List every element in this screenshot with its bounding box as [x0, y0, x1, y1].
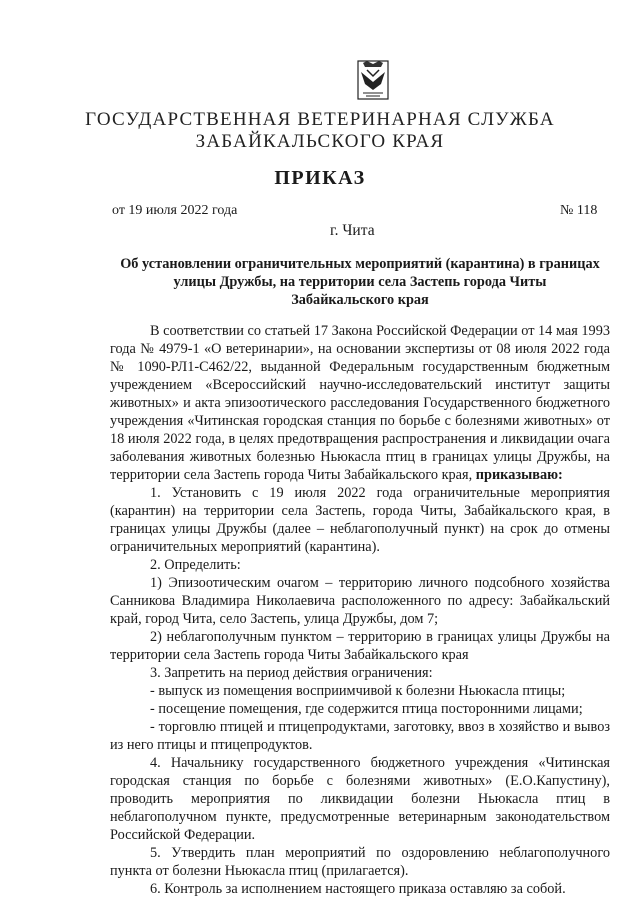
order-item-4: 4. Начальнику государственного бюджетного учреждения «Читинская городская станция по борьбе с болезнями животных» (Е.О.Капустину), проводить мероприятия по ликвидации болезни Ньюкасла птиц в неблагополучном пункте, предусмотренные ветеринарным законодательством Российской Федерации.: [110, 755, 610, 843]
order-item-1: 1. Установить с 19 июля 2022 года ограничительные мероприятия (карантин) на территории села Застепь, города Читы, Забайкальского края, в границах улицы Дружбы (далее – неблагополучный пункт) на срок до отмены ограничительных мероприятий (карантина).: [110, 485, 610, 555]
order-item-2: 2. Определить:: [150, 557, 241, 573]
order-title-line: Об установлении ограничительных мероприятий (карантина) в границах: [120, 256, 600, 272]
preamble-text: В соответствии со статьей 17 Закона Российской Федерации от 14 мая 1993 года № 4979-1 «О ветеринарии», на основании экспертизы от 08 июля 2022 года № 1090-РЛ1-С462/22, выданной Федеральным государственным бюджетным учреждением «Всероссийский научно-исследовательский институт защиты животных» и акта эпизоотического расследования Государственного бюджетного учреждения «Читинская городская станция по борьбе с болезнями животных» от 18 июля 2022 года, в целях предотвращения распространения и ликвидации очага заболевания животных болезнью Ньюкасла птиц в границах улицы Дружбы, на территории села Застепь города Читы Забайкальского края,: [110, 323, 610, 483]
city-name: г. Чита: [330, 222, 375, 239]
order-number: № 118: [560, 203, 598, 218]
order-item-2-2: 2) неблагополучным пунктом – территорию в границах улицы Дружбы на территории села Застепь города Читы Забайкальского края: [110, 629, 610, 663]
document-type-heading: ПРИКАЗ: [274, 167, 366, 189]
order-date: от 19 июля 2022 года: [112, 203, 238, 218]
organization-name-line2: ЗАБАЙКАЛЬСКОГО КРАЯ: [195, 131, 445, 152]
organization-name-line1: ГОСУДАРСТВЕННАЯ ВЕТЕРИНАРНАЯ СЛУЖБА: [85, 109, 555, 130]
order-title-line: улицы Дружбы, на территории села Застепь города Читы: [173, 274, 547, 290]
order-item-2-1: 1) Эпизоотическим очагом – территорию личного подсобного хозяйства Санникова Владимира Николаевича расположенного по адресу: Забайкальский край, город Чита, село Застепь, улица Дружбы, дом 7;: [110, 575, 610, 627]
preamble-paragraph: [110, 322, 610, 484]
order-body: [110, 322, 610, 898]
order-item-3: 3. Запретить на период действия ограничения:: [150, 665, 433, 681]
coat-of-arms-emblem-icon: [357, 60, 389, 100]
order-item-6: 6. Контроль за исполнением настоящего приказа оставляю за собой.: [150, 881, 566, 897]
order-item-3-2: - посещение помещения, где содержится птица посторонними лицами;: [150, 701, 583, 717]
order-item-3-1: - выпуск из помещения восприимчивой к болезни Ньюкасла птицы;: [150, 683, 566, 699]
order-item-3-3: - торговлю птицей и птицепродуктами, заготовку, ввоз в хозяйство и вывоз из него птицы и птицепродуктов.: [110, 719, 610, 753]
order-title-line: Забайкальского края: [291, 292, 429, 308]
orders-word: приказываю:: [475, 467, 563, 483]
order-item-5: 5. Утвердить план мероприятий по оздоровлению неблагополучного пункта от болезни Ньюкасла птиц (прилагается).: [110, 845, 610, 879]
order-title: [110, 255, 610, 309]
